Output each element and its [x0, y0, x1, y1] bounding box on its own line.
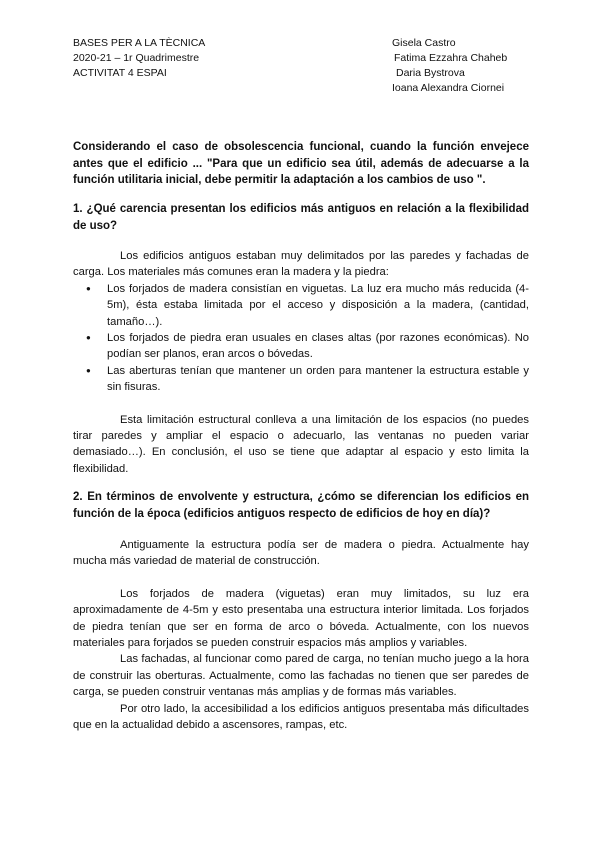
author-name: Daria Bystrova	[396, 67, 465, 79]
list-item: ● Los forjados de madera consistían en viguetas. La luz era mucho más reducida (4-5m), ésta estaba limitada por el acceso y disposición a la madera, (cantidad, tamaño…).	[73, 281, 529, 330]
paragraph: Esta limitación estructural conlleva a una limitación de los espacios (no puedes tirar paredes y ampliar el espacio o adecuarlo, las ventanas no pueden variar demasiado…). En conclusión, el uso se tiene que adaptar al espacio y esto limita la flexibilidad.	[73, 413, 529, 475]
paragraph: Las fachadas, al funcionar como pared de carga, no tenían mucho juego a la hora de construir las oberturas. Actualmente, como las fachadas no tienen que ser paredes de carga, se pueden construir ventanas más amplias y de formas más variables.	[73, 653, 529, 699]
activity-title: ACTIVITAT 4 ESPAI	[73, 67, 167, 79]
paragraph: Los forjados de madera (viguetas) eran muy limitados, su luz era aproximadamente de 4-5m y esto presentaba una estructura interior limitada. Los forjados de piedra tenían que ser en forma de arco o bóveda. Actualmente, con los nuevos materiales para forjados se pueden construir espacios más amplios y variables.	[73, 587, 529, 650]
paragraph: Por otro lado, la accesibilidad a los edificios antiguos presentaba más dificultades que en la actualidad debido a ascensores, rampas, etc.	[73, 702, 529, 732]
author-name: Fatima Ezzahra Chaheb	[394, 52, 508, 64]
list-item: ● Los forjados de piedra eran usuales en clases altas (por razones económicas). No podían ser planos, eran arcos o bóvedas.	[73, 330, 529, 363]
paragraph: Los edificios antiguos estaban muy delimitados por las paredes y fachadas de carga. Los materiales más comunes eran la madera y la piedra:	[73, 250, 529, 279]
question-1-heading: 1. ¿Qué carencia presentan los edificios más antiguos en relación a la flexibilidad de uso?	[73, 203, 529, 232]
paragraph: Antiguamente la estructura podía ser de madera o piedra. Actualmente hay mucha más variedad de material de construcción.	[73, 539, 529, 568]
header-course-info	[73, 36, 205, 81]
course-title: BASES PER A LA TÈCNICA	[73, 37, 206, 49]
intro-statement: Considerando el caso de obsolescencia funcional, cuando la función envejece antes que el edificio ... "Para que un edificio sea útil, además de adecuarse a la función utilitaria inicial, debe permitir la adaptación a los cambios de uso ".	[73, 141, 529, 186]
bullet-list	[73, 281, 529, 396]
author-name: Gisela Castro	[392, 37, 456, 49]
answer-2	[73, 537, 529, 733]
list-item: ● Las aberturas tenían que mantener un orden para mantener la estructura estable y sin fisuras.	[73, 363, 529, 396]
question-2-heading: 2. En términos de envolvente y estructura, ¿cómo se diferencian los edificios en función de la época (edificios antiguos respecto de edificios de hoy en día)?	[73, 491, 529, 520]
header-authors	[392, 36, 507, 96]
author-name: Ioana Alexandra Ciornei	[392, 82, 505, 94]
course-term: 2020-21 – 1r Quadrimestre	[73, 52, 200, 64]
answer-1	[73, 248, 529, 477]
